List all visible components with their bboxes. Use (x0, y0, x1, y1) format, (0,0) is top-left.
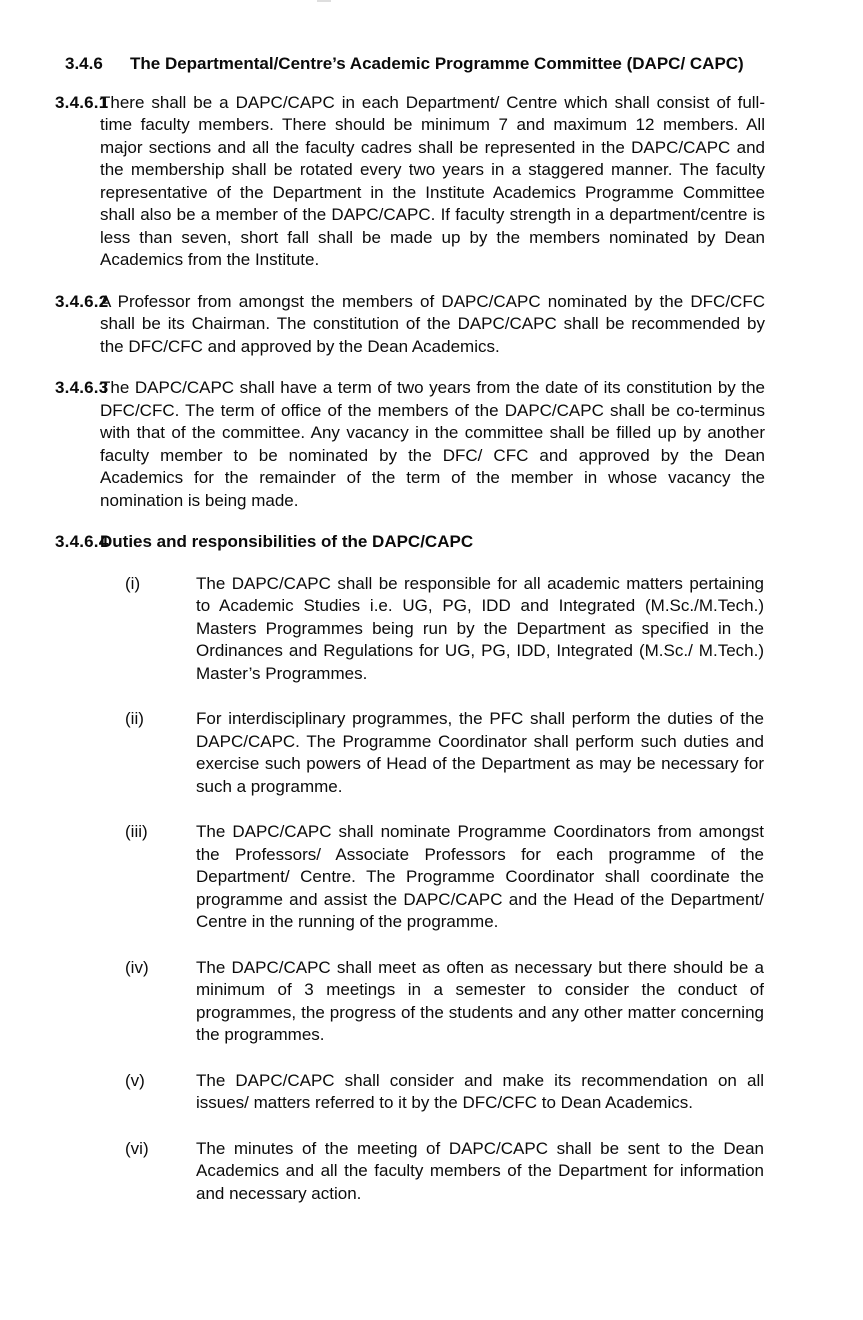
paragraph-3-4-6-1 (55, 92, 765, 272)
page-content (0, 53, 765, 1205)
list-marker: (vi) (125, 1138, 149, 1158)
clause-text: The DAPC/CAPC shall have a term of two years from the date of its constitution by the DFC/CFC. The term of office of the members of the DAPC/CAPC shall be co-terminus with that of the committee. Any vacancy in the committee shall be filled up by another faculty member to be nominated by the DFC/ CFC and approved by the Dean Academics for the remainder of the term of the member in whose vacancy the nomination is being made. (100, 378, 765, 510)
clause-text: Duties and responsibilities of the DAPC/CAPC (100, 532, 474, 551)
paragraph-3-4-6-4 (55, 531, 765, 554)
section-number: 3.4.6 (65, 54, 103, 73)
list-marker: (iv) (125, 957, 149, 977)
clause-number: 3.4.6.1 (55, 92, 109, 112)
paragraph-3-4-6-3 (55, 377, 765, 512)
paragraph-3-4-6-2 (55, 291, 765, 359)
clause-number: 3.4.6.3 (55, 378, 109, 397)
list-item-text: The DAPC/CAPC shall nominate Programme Coordinators from amongst the Professors/ Associate Professors for each programme of the Department/ Centre. The Programme Coordinator shall coordinate the programme and assist the DAPC/CAPC and the Head of the Department/ Centre in the running of the programme. (196, 822, 764, 931)
list-item-vi (125, 1138, 764, 1206)
list-marker: (i) (125, 573, 141, 593)
list-item-text: The minutes of the meeting of DAPC/CAPC shall be sent to the Dean Academics and all the faculty members of the Department for information and necessary action. (196, 1138, 764, 1203)
list-item-i (125, 573, 764, 686)
list-marker: (iii) (125, 822, 148, 841)
list-item-text: For interdisciplinary programmes, the PFC shall perform the duties of the DAPC/CAPC. The Programme Coordinator shall perform such duties and exercise such powers of Head of the Department as may be necessary for such a programme. (196, 709, 764, 796)
clause-text: There shall be a DAPC/CAPC in each Department/ Centre which shall consist of full-time faculty members. There should be minimum 7 and maximum 12 members. All major sections and all the faculty cadres shall be represented in the DAPC/CAPC and the membership shall be rotated every two years in a staggered manner. The faculty representative of the Department in the Institute Academics Programme Committee shall also be a member of the DAPC/CAPC. If faculty strength in a department/centre is less than seven, short fall shall be made up by the members nominated by Dean Academics from the Institute. (100, 92, 765, 269)
section-heading (65, 53, 764, 76)
list-item-iv (125, 957, 764, 1047)
list-item-text: The DAPC/CAPC shall be responsible for all academic matters pertaining to Academic Studies i.e. UG, PG, IDD and Integrated (M.Sc./M.Tech.) Masters Programmes being run by the Department as specified in the Ordinances and Regulations for UG, PG, IDD, Integrated (M.Sc./ M.Tech.) Master’s Programmes. (196, 573, 764, 683)
list-item-text: The DAPC/CAPC shall meet as often as necessary but there should be a minimum of 3 meetings in a semester to consider the conduct of programmes, the progress of the students and any other matter concerning the programmes. (196, 957, 764, 1044)
section-title: The Departmental/Centre’s Academic Programme Committee (DAPC/ CAPC) (130, 54, 744, 73)
clause-number: 3.4.6.4 (55, 532, 109, 551)
list-marker: (v) (125, 1070, 145, 1090)
list-item-ii (125, 708, 764, 798)
list-item-iii (125, 821, 764, 934)
list-item-text: The DAPC/CAPC shall consider and make its recommendation on all issues/ matters referred to it by the DFC/CFC to Dean Academics. (196, 1070, 764, 1112)
clause-text: A Professor from amongst the members of DAPC/CAPC nominated by the DFC/CFC shall be its Chairman. The constitution of the DAPC/CAPC shall be recommended by the DFC/CFC and approved by the Dean Academics. (100, 291, 765, 356)
scan-artifact (317, 0, 331, 2)
list-item-v (125, 1070, 764, 1115)
list-marker: (ii) (125, 709, 144, 728)
clause-number: 3.4.6.2 (55, 291, 109, 311)
